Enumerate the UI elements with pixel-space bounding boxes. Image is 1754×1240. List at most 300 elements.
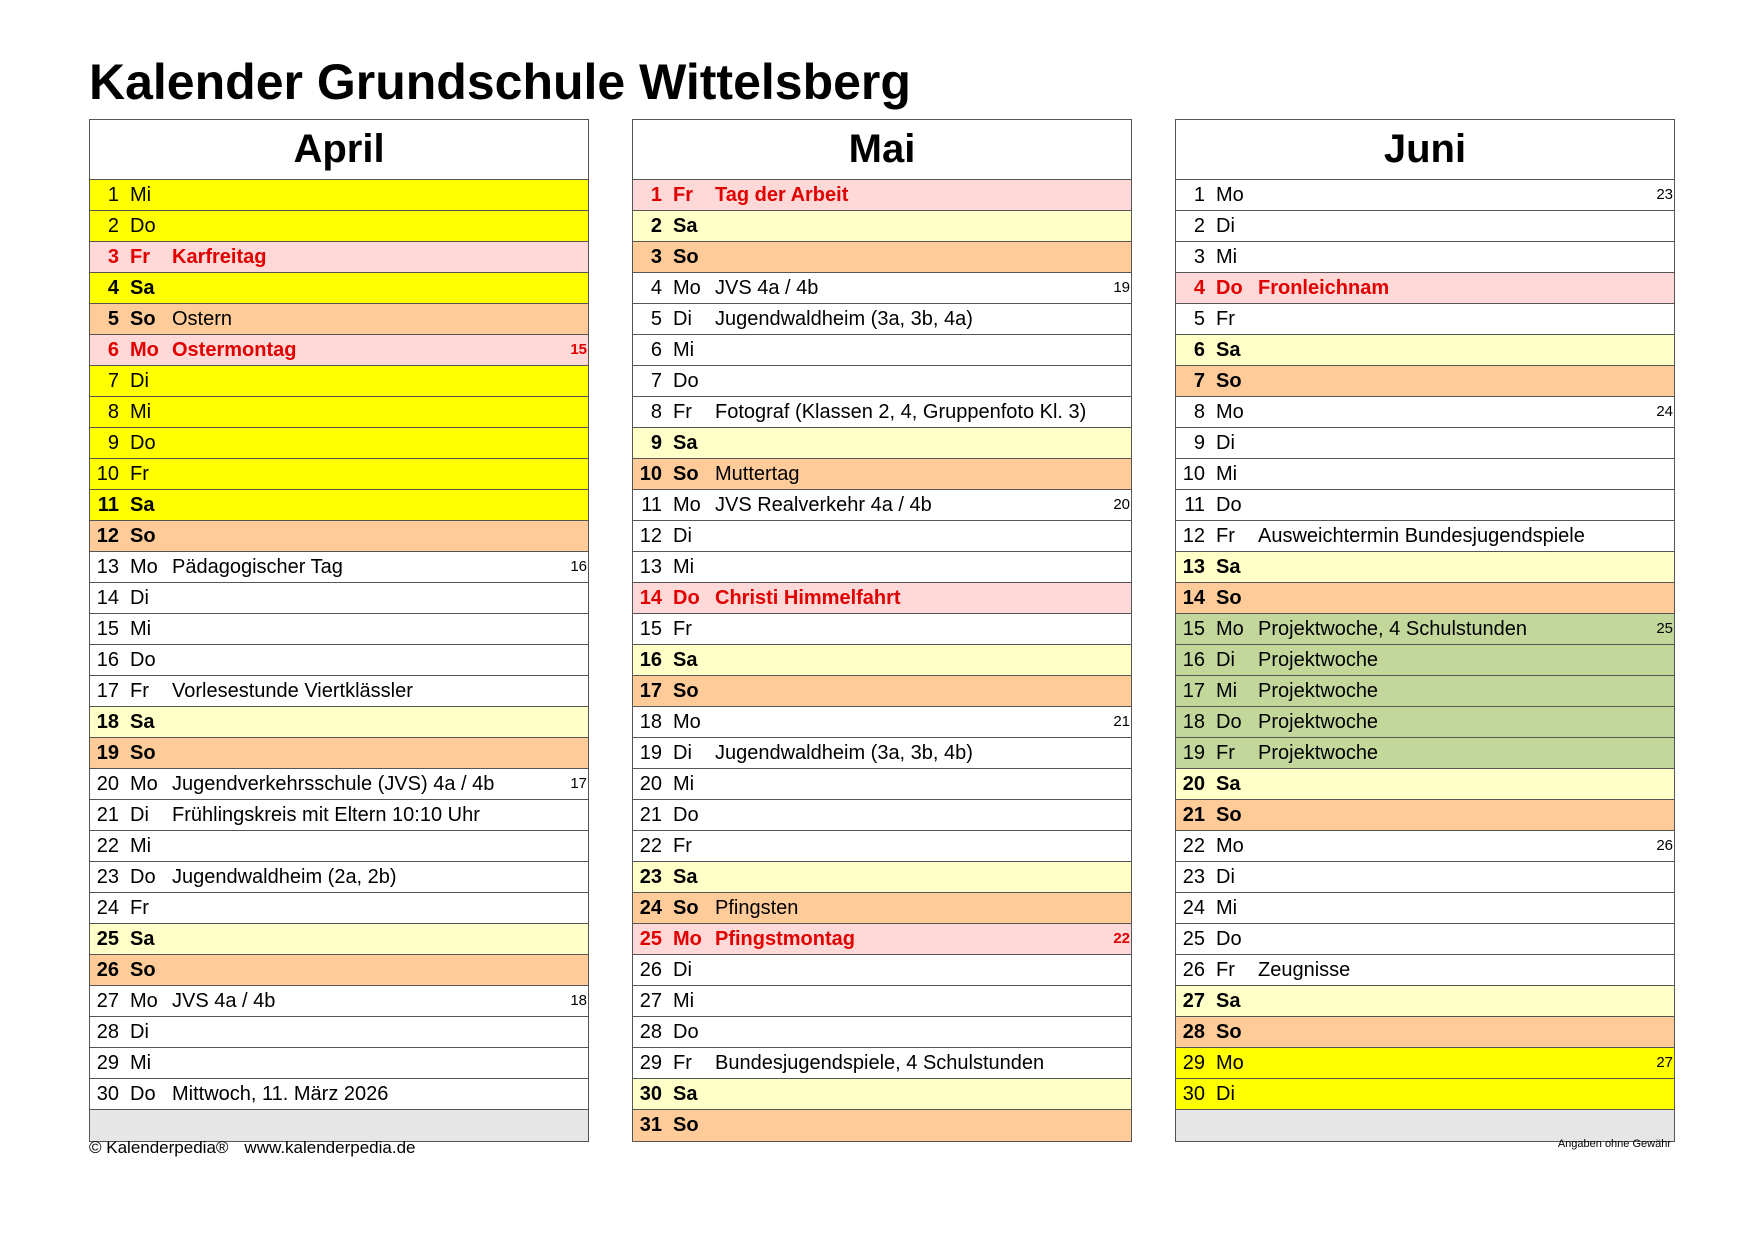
event-label: Zeugnisse bbox=[1258, 959, 1351, 981]
day-row bbox=[90, 273, 588, 304]
day-row bbox=[90, 1017, 588, 1048]
weekday-label: Do bbox=[1216, 711, 1242, 733]
day-row bbox=[1176, 676, 1674, 707]
event-label: JVS 4a / 4b bbox=[715, 277, 819, 299]
weekday-label: Fr bbox=[673, 618, 692, 640]
page-title: Kalender Grundschule Wittelsberg bbox=[89, 54, 911, 110]
weekday-label: Mo bbox=[673, 277, 701, 299]
day-number: 15 bbox=[639, 618, 662, 640]
day-row bbox=[633, 459, 1131, 490]
event-label: Projektwoche, 4 Schulstunden bbox=[1258, 618, 1528, 640]
day-number: 1 bbox=[107, 184, 119, 206]
day-row bbox=[90, 211, 588, 242]
weekday-label: Mo bbox=[1216, 1052, 1244, 1074]
event-label: Projektwoche bbox=[1258, 649, 1379, 671]
weekday-label: Mo bbox=[130, 990, 158, 1012]
day-row bbox=[90, 738, 588, 769]
day-number: 14 bbox=[1182, 587, 1205, 609]
day-number: 9 bbox=[650, 432, 662, 454]
event-label: Muttertag bbox=[715, 463, 800, 485]
day-row bbox=[90, 800, 588, 831]
weekday-label: Sa bbox=[130, 277, 155, 299]
weekday-label: Fr bbox=[1216, 742, 1235, 764]
week-number: 22 bbox=[1113, 930, 1130, 947]
disclaimer-text: Angaben ohne Gewähr bbox=[1557, 1138, 1671, 1150]
day-number: 5 bbox=[1193, 308, 1205, 330]
day-number: 27 bbox=[639, 990, 662, 1012]
event-label: Pfingsten bbox=[715, 897, 799, 919]
day-row bbox=[90, 955, 588, 986]
weekday-label: Mo bbox=[1216, 618, 1244, 640]
day-row bbox=[1176, 1048, 1674, 1079]
weekday-label: Do bbox=[673, 1021, 699, 1043]
day-number: 26 bbox=[639, 959, 662, 981]
day-row bbox=[1176, 1079, 1674, 1110]
day-number: 25 bbox=[1182, 928, 1205, 950]
event-label: Projektwoche bbox=[1258, 711, 1379, 733]
day-row bbox=[633, 800, 1131, 831]
day-number: 20 bbox=[1182, 773, 1205, 795]
day-row bbox=[90, 769, 588, 800]
day-number: 22 bbox=[96, 835, 119, 857]
event-label: Projektwoche bbox=[1258, 680, 1379, 702]
weekday-label: Mo bbox=[673, 711, 701, 733]
copyright-text: © Kalenderpedia® bbox=[89, 1138, 229, 1157]
weekday-label: Mo bbox=[1216, 184, 1244, 206]
day-row bbox=[1176, 645, 1674, 676]
day-number: 6 bbox=[1193, 339, 1205, 361]
day-number: 10 bbox=[1182, 463, 1205, 485]
weekday-label: Mi bbox=[1216, 246, 1238, 268]
weekday-label: So bbox=[130, 742, 156, 764]
weekday-label: So bbox=[673, 463, 699, 485]
day-list bbox=[90, 180, 588, 1141]
weekday-label: Sa bbox=[673, 649, 698, 671]
day-row bbox=[633, 180, 1131, 211]
day-number: 25 bbox=[639, 928, 662, 950]
weekday-label: Sa bbox=[130, 494, 155, 516]
weekday-label: Do bbox=[1216, 277, 1243, 299]
day-row bbox=[1176, 800, 1674, 831]
day-number: 6 bbox=[650, 339, 662, 361]
week-number: 15 bbox=[570, 341, 587, 358]
weekday-label: Mi bbox=[1216, 897, 1238, 919]
event-label: Pfingstmontag bbox=[715, 928, 855, 950]
day-number: 26 bbox=[1182, 959, 1205, 981]
day-row bbox=[633, 1079, 1131, 1110]
day-number: 13 bbox=[639, 556, 662, 578]
weekday-label: Di bbox=[130, 804, 149, 826]
week-number: 18 bbox=[570, 992, 587, 1009]
day-number: 3 bbox=[650, 246, 662, 268]
weekday-label: Mi bbox=[673, 990, 695, 1012]
day-number: 28 bbox=[639, 1021, 662, 1043]
day-number: 17 bbox=[639, 680, 662, 702]
event-label: Ostern bbox=[172, 308, 233, 330]
day-number: 16 bbox=[96, 649, 119, 671]
week-number: 24 bbox=[1656, 403, 1673, 420]
day-row bbox=[1176, 986, 1674, 1017]
weekday-label: So bbox=[130, 308, 156, 330]
day-number: 11 bbox=[97, 494, 119, 516]
weekday-label: Fr bbox=[130, 680, 149, 702]
day-number: 7 bbox=[107, 370, 119, 392]
day-number: 5 bbox=[107, 308, 119, 330]
day-number: 4 bbox=[1193, 277, 1205, 299]
day-row bbox=[90, 552, 588, 583]
day-number: 24 bbox=[639, 897, 662, 919]
week-number: 20 bbox=[1113, 496, 1130, 513]
weekday-label: Mi bbox=[673, 339, 695, 361]
day-number: 2 bbox=[650, 215, 662, 237]
day-number: 21 bbox=[96, 804, 119, 826]
event-label: Mittwoch, 11. März 2026 bbox=[172, 1083, 389, 1105]
month-april bbox=[89, 119, 589, 1142]
month-header: Mai bbox=[633, 120, 1131, 180]
weekday-label: Fr bbox=[673, 1052, 692, 1074]
month-header: Juni bbox=[1176, 120, 1674, 180]
day-row bbox=[90, 986, 588, 1017]
day-number: 27 bbox=[1182, 990, 1205, 1012]
event-label: Bundesjugendspiele, 4 Schulstunden bbox=[715, 1052, 1045, 1074]
week-number: 23 bbox=[1656, 186, 1673, 203]
weekday-label: Di bbox=[130, 370, 149, 392]
event-label: Fotograf (Klassen 2, 4, Gruppenfoto Kl. 3) bbox=[715, 401, 1087, 423]
day-row bbox=[633, 924, 1131, 955]
weekday-label: Di bbox=[1216, 215, 1235, 237]
day-number: 18 bbox=[96, 711, 119, 733]
day-row bbox=[633, 769, 1131, 800]
day-number: 30 bbox=[639, 1083, 662, 1105]
day-number: 19 bbox=[96, 742, 119, 764]
weekday-label: Di bbox=[130, 587, 149, 609]
weekday-label: Di bbox=[673, 525, 692, 547]
day-number: 8 bbox=[107, 401, 119, 423]
day-row bbox=[633, 614, 1131, 645]
day-row bbox=[90, 1079, 588, 1110]
day-row bbox=[1176, 738, 1674, 769]
day-row bbox=[1176, 924, 1674, 955]
weekday-label: Mi bbox=[130, 1052, 152, 1074]
day-number: 19 bbox=[1182, 742, 1205, 764]
day-row bbox=[90, 1048, 588, 1079]
day-row bbox=[633, 552, 1131, 583]
day-number: 22 bbox=[1182, 835, 1205, 857]
weekday-label: Fr bbox=[130, 463, 149, 485]
day-number: 16 bbox=[1182, 649, 1205, 671]
event-label: Ostermontag bbox=[172, 339, 297, 361]
day-number: 21 bbox=[639, 804, 662, 826]
website-link[interactable]: www.kalenderpedia.de bbox=[244, 1138, 416, 1157]
day-number: 2 bbox=[1193, 215, 1205, 237]
weekday-label: Sa bbox=[1216, 773, 1241, 795]
month-header: April bbox=[90, 120, 588, 180]
weekday-label: Sa bbox=[673, 866, 698, 888]
day-number: 17 bbox=[96, 680, 119, 702]
weekday-label: Fr bbox=[673, 835, 692, 857]
weekday-label: So bbox=[130, 525, 156, 547]
day-row bbox=[633, 1110, 1131, 1141]
day-row bbox=[90, 242, 588, 273]
day-row bbox=[633, 1017, 1131, 1048]
weekday-label: So bbox=[1216, 587, 1242, 609]
day-row bbox=[1176, 490, 1674, 521]
day-row bbox=[90, 428, 588, 459]
day-row bbox=[1176, 614, 1674, 645]
weekday-label: So bbox=[130, 959, 156, 981]
day-row bbox=[90, 490, 588, 521]
weekday-label: Mi bbox=[1216, 680, 1238, 702]
day-row bbox=[633, 955, 1131, 986]
day-row bbox=[633, 676, 1131, 707]
day-number: 23 bbox=[96, 866, 119, 888]
day-number: 24 bbox=[96, 897, 119, 919]
weekday-label: Mi bbox=[673, 773, 695, 795]
day-row bbox=[1176, 831, 1674, 862]
day-number: 7 bbox=[650, 370, 662, 392]
day-row bbox=[1176, 304, 1674, 335]
day-number: 26 bbox=[96, 959, 119, 981]
day-row bbox=[633, 428, 1131, 459]
day-row bbox=[633, 304, 1131, 335]
day-row bbox=[633, 366, 1131, 397]
day-list bbox=[633, 180, 1131, 1141]
day-row bbox=[633, 862, 1131, 893]
weekday-label: Di bbox=[673, 308, 692, 330]
weekday-label: Mo bbox=[673, 928, 702, 950]
weekday-label: Mo bbox=[130, 773, 158, 795]
day-number: 12 bbox=[639, 525, 662, 547]
weekday-label: Do bbox=[673, 370, 699, 392]
weekday-label: Di bbox=[1216, 866, 1235, 888]
day-row bbox=[90, 645, 588, 676]
week-number: 21 bbox=[1113, 713, 1130, 730]
weekday-label: Fr bbox=[130, 246, 150, 268]
day-row bbox=[1176, 366, 1674, 397]
day-number: 14 bbox=[639, 587, 662, 609]
weekday-label: Fr bbox=[130, 897, 149, 919]
week-number: 26 bbox=[1656, 837, 1673, 854]
week-number: 16 bbox=[570, 558, 587, 575]
day-row bbox=[1176, 273, 1674, 304]
weekday-label: So bbox=[1216, 1021, 1242, 1043]
weekday-label: Do bbox=[130, 649, 156, 671]
day-number: 6 bbox=[107, 339, 119, 361]
month-mai bbox=[632, 119, 1132, 1142]
day-row bbox=[90, 521, 588, 552]
day-number: 9 bbox=[107, 432, 119, 454]
event-label: Frühlingskreis mit Eltern 10:10 Uhr bbox=[172, 804, 480, 826]
day-row bbox=[633, 273, 1131, 304]
day-row bbox=[1176, 521, 1674, 552]
event-label: Projektwoche bbox=[1258, 742, 1379, 764]
day-row bbox=[633, 1048, 1131, 1079]
day-number: 28 bbox=[96, 1021, 119, 1043]
weekday-label: Mo bbox=[130, 556, 158, 578]
day-row bbox=[1176, 552, 1674, 583]
day-row bbox=[90, 924, 588, 955]
day-number: 4 bbox=[650, 277, 662, 299]
event-label: Vorlesestunde Viertklässler bbox=[172, 680, 413, 702]
day-row bbox=[90, 862, 588, 893]
weekday-label: Mi bbox=[130, 618, 152, 640]
weekday-label: So bbox=[673, 246, 699, 268]
day-number: 8 bbox=[1193, 401, 1205, 423]
filler-row bbox=[90, 1110, 588, 1141]
weekday-label: Mi bbox=[130, 835, 152, 857]
day-row bbox=[633, 211, 1131, 242]
day-number: 10 bbox=[96, 463, 119, 485]
day-row bbox=[633, 738, 1131, 769]
day-number: 18 bbox=[1182, 711, 1205, 733]
week-number: 25 bbox=[1656, 620, 1673, 637]
day-number: 2 bbox=[107, 215, 119, 237]
day-number: 29 bbox=[96, 1052, 119, 1074]
day-row bbox=[1176, 769, 1674, 800]
day-number: 5 bbox=[650, 308, 662, 330]
day-row bbox=[90, 614, 588, 645]
day-row bbox=[1176, 707, 1674, 738]
day-number: 21 bbox=[1182, 804, 1205, 826]
day-row bbox=[1176, 428, 1674, 459]
day-number: 20 bbox=[639, 773, 662, 795]
event-label: Jugendwaldheim (2a, 2b) bbox=[172, 866, 397, 888]
day-number: 9 bbox=[1193, 432, 1205, 454]
week-number: 17 bbox=[570, 775, 587, 792]
day-row bbox=[90, 304, 588, 335]
day-number: 23 bbox=[1182, 866, 1205, 888]
day-row bbox=[1176, 397, 1674, 428]
event-label: Fronleichnam bbox=[1258, 277, 1390, 299]
weekday-label: Di bbox=[673, 742, 692, 764]
weekday-label: So bbox=[673, 897, 699, 919]
day-row bbox=[1176, 180, 1674, 211]
day-row bbox=[90, 366, 588, 397]
day-number: 7 bbox=[1193, 370, 1205, 392]
day-number: 12 bbox=[96, 525, 119, 547]
day-row bbox=[1176, 583, 1674, 614]
weekday-label: Mo bbox=[1216, 835, 1244, 857]
weekday-label: Di bbox=[1216, 649, 1235, 671]
day-number: 28 bbox=[1182, 1021, 1205, 1043]
day-number: 18 bbox=[639, 711, 662, 733]
day-number: 30 bbox=[96, 1083, 119, 1105]
weekday-label: Mi bbox=[130, 401, 152, 423]
day-number: 1 bbox=[1193, 184, 1205, 206]
day-row bbox=[90, 583, 588, 614]
weekday-label: Do bbox=[130, 215, 156, 237]
event-label: Jugendwaldheim (3a, 3b, 4a) bbox=[715, 308, 973, 330]
weekday-label: Do bbox=[130, 1083, 156, 1105]
day-number: 12 bbox=[1182, 525, 1205, 547]
day-row bbox=[90, 893, 588, 924]
day-row bbox=[90, 180, 588, 211]
day-row bbox=[633, 335, 1131, 366]
weekday-label: Mi bbox=[130, 184, 152, 206]
day-row bbox=[90, 459, 588, 490]
day-number: 8 bbox=[650, 401, 662, 423]
day-row bbox=[633, 242, 1131, 273]
event-label: Christi Himmelfahrt bbox=[715, 587, 901, 609]
weekday-label: So bbox=[673, 1114, 699, 1136]
month-juni bbox=[1175, 119, 1675, 1142]
day-row bbox=[633, 397, 1131, 428]
day-list bbox=[1176, 180, 1674, 1141]
day-row bbox=[633, 583, 1131, 614]
weekday-label: Di bbox=[1216, 1083, 1235, 1105]
day-row bbox=[633, 521, 1131, 552]
weekday-label: Do bbox=[130, 432, 156, 454]
day-number: 14 bbox=[96, 587, 119, 609]
day-row bbox=[1176, 893, 1674, 924]
day-number: 3 bbox=[1193, 246, 1205, 268]
weekday-label: Sa bbox=[1216, 990, 1241, 1012]
footer-credits bbox=[89, 1138, 415, 1158]
day-number: 15 bbox=[96, 618, 119, 640]
day-row bbox=[633, 831, 1131, 862]
day-row bbox=[1176, 211, 1674, 242]
weekday-label: Di bbox=[673, 959, 692, 981]
day-row bbox=[90, 831, 588, 862]
day-number: 13 bbox=[96, 556, 119, 578]
event-label: JVS 4a / 4b bbox=[172, 990, 276, 1012]
weekday-label: Di bbox=[130, 1021, 149, 1043]
day-row bbox=[1176, 955, 1674, 986]
weekday-label: So bbox=[1216, 804, 1242, 826]
day-row bbox=[633, 645, 1131, 676]
weekday-label: Do bbox=[1216, 494, 1242, 516]
day-number: 11 bbox=[641, 494, 662, 516]
weekday-label: Sa bbox=[1216, 556, 1241, 578]
day-number: 31 bbox=[639, 1114, 662, 1136]
day-row bbox=[1176, 335, 1674, 366]
weekday-label: So bbox=[1216, 370, 1242, 392]
event-label: Pädagogischer Tag bbox=[172, 556, 343, 578]
day-number: 16 bbox=[639, 649, 662, 671]
day-row bbox=[90, 707, 588, 738]
day-number: 4 bbox=[107, 277, 119, 299]
day-row bbox=[633, 893, 1131, 924]
weekday-label: Sa bbox=[1216, 339, 1241, 361]
weekday-label: Do bbox=[673, 804, 699, 826]
weekday-label: Di bbox=[1216, 432, 1235, 454]
weekday-label: Do bbox=[673, 587, 700, 609]
day-number: 29 bbox=[1182, 1052, 1205, 1074]
weekday-label: Fr bbox=[673, 184, 693, 206]
day-row bbox=[633, 490, 1131, 521]
weekday-label: Sa bbox=[130, 928, 155, 950]
day-row bbox=[90, 397, 588, 428]
day-number: 23 bbox=[639, 866, 662, 888]
day-number: 10 bbox=[639, 463, 662, 485]
weekday-label: Mi bbox=[1216, 463, 1238, 485]
day-number: 1 bbox=[650, 184, 662, 206]
weekday-label: Mi bbox=[673, 556, 695, 578]
event-label: Jugendverkehrsschule (JVS) 4a / 4b bbox=[172, 773, 495, 795]
weekday-label: Do bbox=[130, 866, 156, 888]
day-row bbox=[1176, 242, 1674, 273]
day-number: 11 bbox=[1184, 494, 1205, 516]
day-row bbox=[1176, 1017, 1674, 1048]
event-label: JVS Realverkehr 4a / 4b bbox=[715, 494, 932, 516]
day-number: 30 bbox=[1182, 1083, 1205, 1105]
week-number: 27 bbox=[1656, 1054, 1673, 1071]
week-number: 19 bbox=[1113, 279, 1130, 296]
day-number: 15 bbox=[1182, 618, 1205, 640]
day-row bbox=[90, 676, 588, 707]
weekday-label: Fr bbox=[673, 401, 692, 423]
day-row bbox=[1176, 459, 1674, 490]
